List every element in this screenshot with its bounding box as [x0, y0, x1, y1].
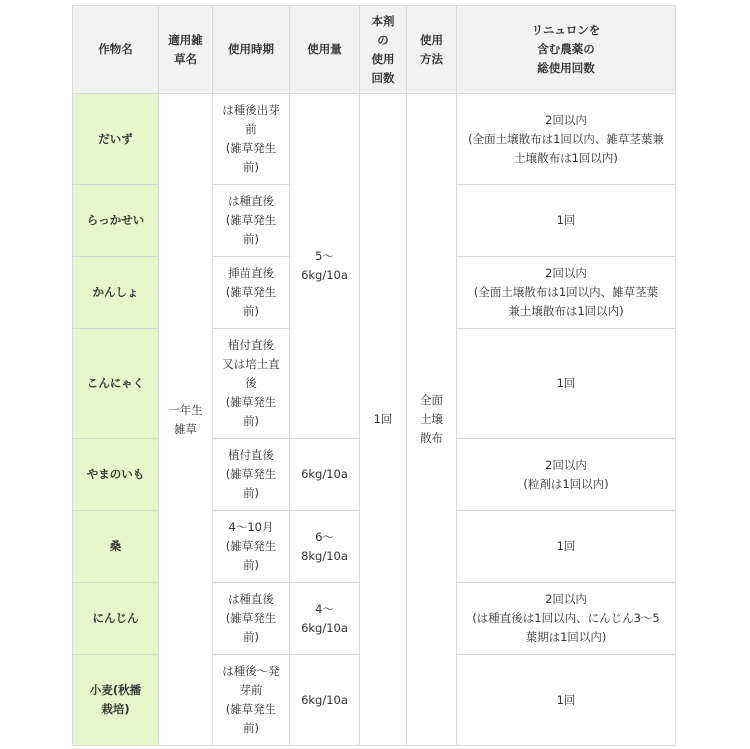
total-cell: 2回以内 (全面土壌散布は1回以内、雑草茎葉 兼土壌散布は1回以内) — [457, 257, 676, 329]
crop-cell: にんじん — [73, 583, 159, 655]
total-cell: 1回 — [457, 511, 676, 583]
header-row — [73, 6, 676, 94]
weed-cell: 一年生 雑草 — [159, 94, 213, 746]
timing-cell: は種後出芽 前 (雑草発生 前) — [213, 94, 290, 185]
header-count: 本剤 の 使用 回数 — [360, 6, 407, 94]
header-timing: 使用時期 — [213, 6, 290, 94]
timing-cell: 植付直後 (雑草発生 前) — [213, 439, 290, 511]
amount-cell: 6kg/10a — [290, 655, 360, 746]
crop-cell: らっかせい — [73, 185, 159, 257]
amount-cell: 4〜 6kg/10a — [290, 583, 360, 655]
timing-cell: は種直後 (雑草発生 前) — [213, 185, 290, 257]
header-total: リニュロンを 含む農薬の 総使用回数 — [457, 6, 676, 94]
crop-cell: だいず — [73, 94, 159, 185]
total-cell: 2回以内 (全面土壌散布は1回以内、雑草茎葉兼 土壌散布は1回以内) — [457, 94, 676, 185]
timing-cell: 植付直後 又は培土直 後 (雑草発生 前) — [213, 329, 290, 439]
header-amount: 使用量 — [290, 6, 360, 94]
header-method: 使用 方法 — [407, 6, 457, 94]
header-weed: 適用雑 草名 — [159, 6, 213, 94]
header-crop: 作物名 — [73, 6, 159, 94]
total-cell: 2回以内 (は種直後は1回以内、にんじん3〜5 葉期は1回以内) — [457, 583, 676, 655]
total-cell: 2回以内 (粒剤は1回以内) — [457, 439, 676, 511]
count-cell: 1回 — [360, 94, 407, 746]
crop-cell: かんしょ — [73, 257, 159, 329]
crop-cell: こんにゃく — [73, 329, 159, 439]
timing-cell: は種後〜発 芽前 (雑草発生 前) — [213, 655, 290, 746]
total-cell: 1回 — [457, 655, 676, 746]
method-cell: 全面 土壌 散布 — [407, 94, 457, 746]
total-cell: 1回 — [457, 329, 676, 439]
pesticide-usage-table — [72, 5, 676, 746]
amount-cell: 6kg/10a — [290, 439, 360, 511]
total-cell: 1回 — [457, 185, 676, 257]
crop-cell: 桑 — [73, 511, 159, 583]
amount-cell: 5〜 6kg/10a — [290, 94, 360, 439]
timing-cell: 挿苗直後 (雑草発生 前) — [213, 257, 290, 329]
amount-cell: 6〜 8kg/10a — [290, 511, 360, 583]
crop-cell: やまのいも — [73, 439, 159, 511]
timing-cell: は種直後 (雑草発生 前) — [213, 583, 290, 655]
timing-cell: 4〜10月 (雑草発生 前) — [213, 511, 290, 583]
crop-cell: 小麦(秋播 栽培) — [73, 655, 159, 746]
table-row — [73, 94, 676, 185]
